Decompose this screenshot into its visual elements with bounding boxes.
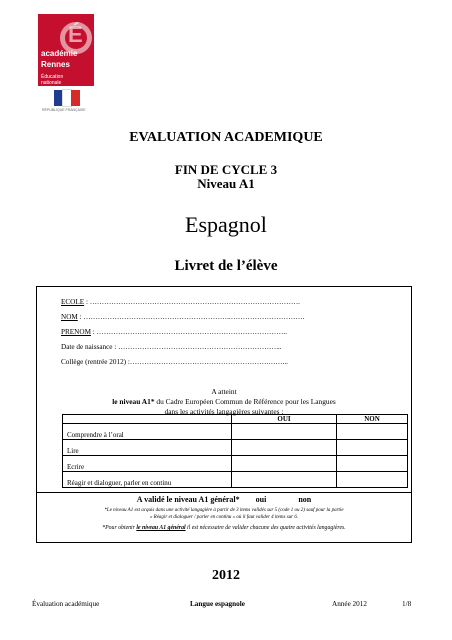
field-prenom[interactable]: PRENOM : …………………………………………………………………….. bbox=[61, 328, 288, 336]
logo-flag-caption: RÉPUBLIQUE FRANÇAISE bbox=[42, 108, 86, 112]
footer-left: Évaluation académique bbox=[32, 600, 100, 608]
checkbox-oui[interactable] bbox=[232, 472, 337, 488]
logo-line-2: Rennes bbox=[41, 60, 70, 69]
checkbox-non[interactable] bbox=[337, 456, 408, 472]
document-title: EVALUATION ACADEMIQUE bbox=[129, 130, 323, 145]
checkbox-non[interactable] bbox=[337, 424, 408, 440]
checkbox-non[interactable] bbox=[337, 472, 408, 488]
booklet-title: Livret de l’élève bbox=[174, 258, 278, 274]
student-info-fields bbox=[61, 295, 304, 370]
table-row bbox=[63, 424, 408, 440]
activity-label: Réagir et dialoguer, parler en continu bbox=[63, 472, 232, 488]
level-title: Niveau A1 bbox=[197, 176, 255, 191]
header-non: NON bbox=[337, 415, 408, 424]
logo-line-1: académie bbox=[41, 49, 78, 58]
activities-table bbox=[62, 414, 408, 488]
checkbox-oui[interactable] bbox=[232, 424, 337, 440]
field-college[interactable]: Collège (rentrée 2012) :………………………………………………….……... bbox=[61, 358, 288, 366]
subject-title: Espagnol bbox=[185, 212, 267, 237]
page-number: 1/8 bbox=[402, 600, 412, 608]
footer-right: Année 2012 bbox=[332, 600, 367, 608]
field-date-naissance[interactable]: Date de naissance : …………………………………………………………... bbox=[61, 343, 282, 351]
table-header-row bbox=[63, 415, 408, 424]
academy-logo bbox=[38, 14, 94, 120]
valide-oui-option[interactable]: oui bbox=[255, 495, 267, 504]
logo-line-4: nationale bbox=[41, 80, 62, 86]
checkbox-oui[interactable] bbox=[232, 456, 337, 472]
cycle-title: FIN DE CYCLE 3 bbox=[174, 162, 278, 177]
header-oui: OUI bbox=[232, 415, 337, 424]
general-level-validation: A validé le niveau A1 général* oui non bbox=[136, 495, 312, 504]
year-label: 2012 bbox=[212, 568, 240, 583]
activity-label: Lire bbox=[63, 440, 232, 456]
field-ecole[interactable]: ECOLE : ……………………………………………………………………………. bbox=[61, 298, 300, 306]
logo-line-3: Éducation bbox=[41, 74, 64, 80]
table-row bbox=[63, 456, 408, 472]
valide-non-option[interactable]: non bbox=[298, 495, 312, 504]
checkbox-oui[interactable] bbox=[232, 440, 337, 456]
level-statement: A atteint le niveau A1* du Cadre Européen Commun de Référence pour les Langues dans les activités langagières suivantes : bbox=[112, 387, 336, 416]
activity-label: Comprendre à l’oral bbox=[63, 424, 232, 440]
footnote-general-level: *Pour obtenir le niveau A1 général il est nécessaire de valider chacune des quatre activités langagières. bbox=[102, 525, 346, 531]
logo-e-letter: É bbox=[68, 22, 83, 47]
section-divider bbox=[37, 492, 411, 493]
level-a1-label: le niveau A1* bbox=[112, 396, 155, 406]
footnote-criteria: *Le niveau A1 est acquis dans une activité langagière à partir de 3 items validés sur 5 (code 1 ou 2) sauf pour la partie « Réagir et dialoguer / parler en continu » où il faut valider 4 items sur 6. bbox=[104, 508, 344, 520]
field-nom[interactable]: NOM : ……………………………………………………..…………………………. bbox=[61, 313, 305, 321]
activity-label: Ecrire bbox=[63, 456, 232, 472]
footer-center: Langue espagnole bbox=[190, 600, 245, 608]
table-row bbox=[63, 472, 408, 488]
student-form-box bbox=[36, 286, 412, 543]
checkbox-non[interactable] bbox=[337, 440, 408, 456]
table-row bbox=[63, 440, 408, 456]
french-flag-icon bbox=[54, 90, 80, 106]
